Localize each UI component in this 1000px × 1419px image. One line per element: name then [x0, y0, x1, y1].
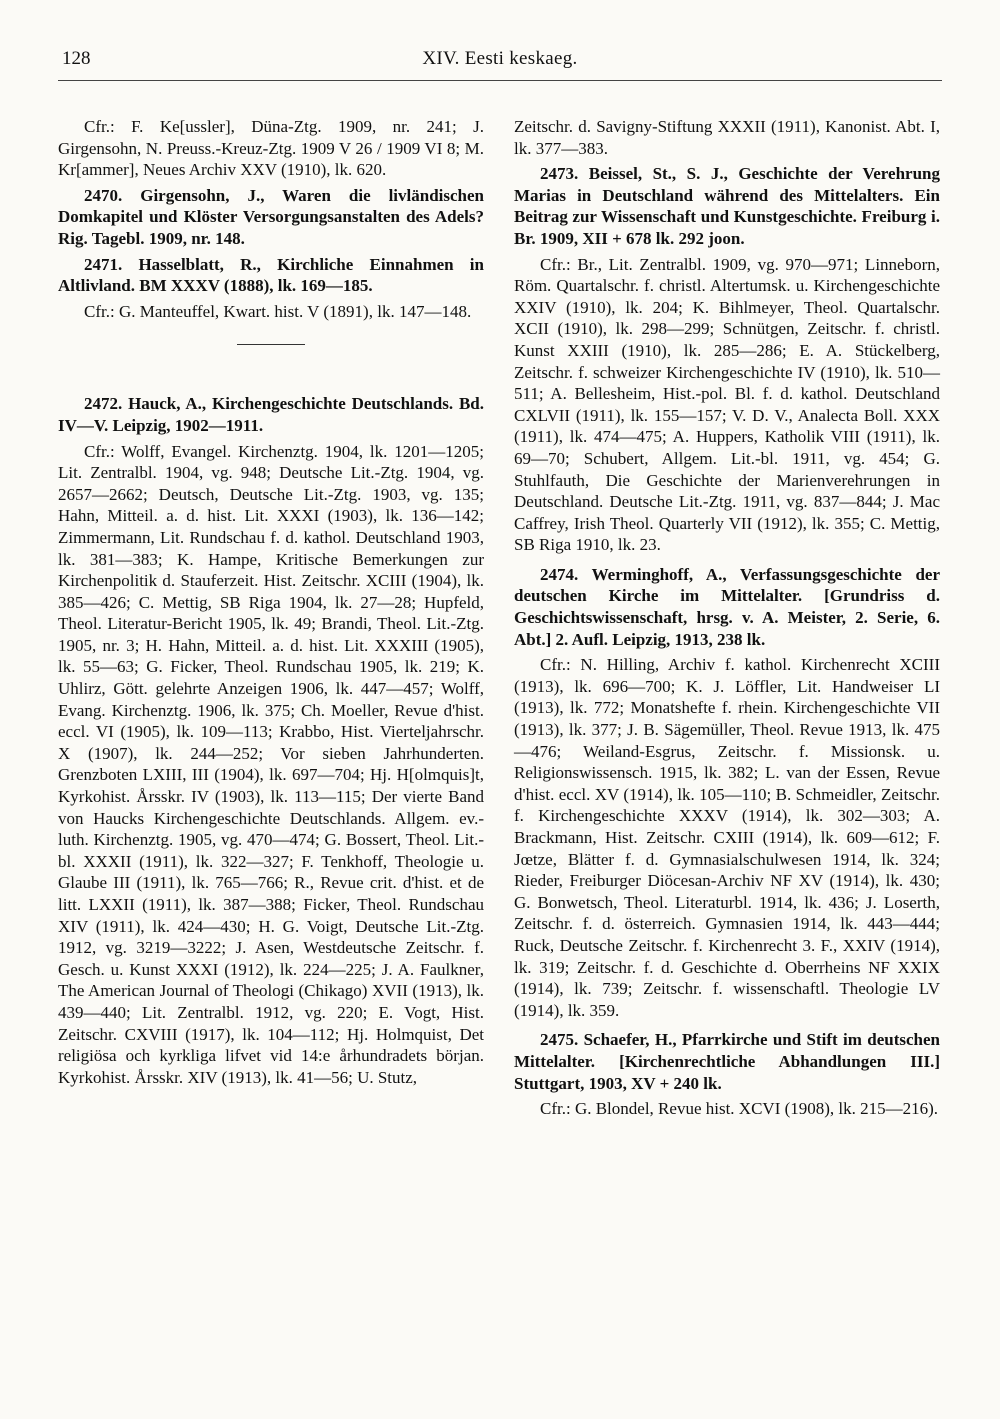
page-number: 128 — [62, 48, 91, 69]
bibliography-entry-2470: 2470. Girgensohn, J., Waren die livländischen Domkapitel und Klöster Versorgungsanstalten des Adels? Rig. Tagebl. 1909, nr. 148. — [58, 185, 484, 248]
bibliography-entry-2475: 2475. Schaefer, H., Pfarrkirche und Stift im deutschen Mittelalter. [Kirchenrechtliche Abhandlungen III.] Stuttgart, 1903, XV + 240 lk. — [514, 1030, 940, 1093]
citation-paragraph: Cfr.: G. Manteuffel, Kwart. hist. V (1891), lk. 147—148. — [84, 301, 472, 321]
left-column — [58, 116, 484, 1096]
right-column — [514, 116, 940, 1128]
section-separator — [237, 344, 305, 345]
running-title: XIV. Eesti keskaeg. — [422, 48, 578, 69]
bibliography-entry-2473: 2473. Beissel, St., S. J., Geschichte der Verehrung Marias in Deutschland während des Mittelalters. Ein Beitrag zur Wissenschaft und Kunstgeschichte. Freiburg i. Br. 1909, XII + 678 lk. 292 joon. — [514, 164, 940, 248]
page-header — [58, 38, 942, 78]
bibliography-entry-2472: 2472. Hauck, A., Kirchengeschichte Deutschlands. Bd. IV—V. Leipzig, 1902—1911. — [58, 394, 484, 435]
citation-paragraph: Cfr.: Br., Lit. Zentralbl. 1909, vg. 970—971; Linneborn, Röm. Quartalschr. f. christl. Altertumsk. u. Kirchengeschichte XXIV (1910), lk. 204; K. Bihlmeyer, Theol. Quartalschr. XCII (1910), lk. 298—299; Schnütgen, Zeitschr. f. christl. Kunst XXIII (1910), lk. 285—286; E. A. Stückelberg, Zeitschr. f. schweizer Kirchengeschichte IV (1910), lk. 510—511; A. Bellesheim, Hist.-pol. Bl. f. d. kathol. Deutschland CXLVII (1911), lk. 155—157; V. D. V., Analecta Boll. XXX (1911), lk. 474—475; A. Huppers, Katholik VIII (1911), lk. 69—70; Schubert, Allgem. Lit.-bl. 1911, vg. 454; G. Stuhlfauth, Die Geschichte der Marienverehrungen in Deutschland. Deutsche Lit.-Ztg. 1911, vg. 837—844; J. Mac Caffrey, Irish Theol. Quarterly VII (1912), lk. 355; C. Mettig, SB Riga 1910, lk. 23. — [514, 254, 940, 555]
citation-paragraph: Cfr.: G. Blondel, Revue hist. XCVI (1908), lk. 215—216). — [540, 1099, 939, 1119]
citation-paragraph: Cfr.: Wolff, Evangel. Kirchenztg. 1904, lk. 1201—1205; Lit. Zentralbl. 1904, vg. 948; Deutsche Lit.-Ztg. 1904, vg. 2657—2662; Deutsch, Deutsche Lit.-Ztg. 1903, vg. 135; Hahn, Mitteil. a. d. hist. Lit. XXXI (1903), lk. 136—142; Zimmermann, Lit. Rundschau f. d. kathol. Deutschland 1903, lk. 381—383; K. Hampe, Kritische Bemerkungen zur Kirchenpolitik d. Stauferzeit. Hist. Zeitschr. XCIII (1904), lk. 385—426; C. Mettig, SB Riga 1904, lk. 27—28; Hupfeld, Theol. Literatur-Bericht 1905, lk. 49; Brandi, Theol. Lit.-Ztg. 1905, nr. 3; H. Hahn, Mitteil. a. d. hist. Lit. XXXIII (1905), lk. 55—63; G. Ficker, Theol. Rundschau 1905, lk. 219; K. Uhlirz, Gött. gelehrte Anzeigen 1906, lk. 447—457; Wolff, Evang. Kirchenztg. 1906, lk. 375; Ch. Moeller, Revue d'hist. eccl. VI (1905), lk. 109—113; Krabbo, Hist. Vierteljahrschr. X (1907), lk. 244—252; Vor sieben Jahrhunderten. Grenzboten LXIII, III (1904), lk. 697—704; Hj. H[olmquis]t, Kyrkohist. Årsskr. IV (1903), lk. 113—115; Der vierte Band von Haucks Kirchengeschichte Deutschlands. Allgem. ev.-luth. Kirchenztg. 1905, vg. 470—474; G. Bossert, Theol. Lit.-bl. XXXII (1911), lk. 322—327; F. Tenkhoff, Theologie u. Glaube III (1911), lk. 765—766; R., Revue crit. d'hist. et de litt. LXXII (1911), lk. 387—388; Ficker, Theol. Rundschau XIV (1911), lk. 424—430; H. G. Voigt, Deutsche Lit.-Ztg. 1912, vg. 3219—3222; J. Asen, Westdeutsche Zeitschr. f. Gesch. u. Kunst XXXI (1912), lk. 224—225; J. A. Faulkner, The American Journal of Theologi (Chikago) XVII (1913), lk. 439—440; Lit. Zentralbl. 1912, vg. 220; E. Vogt, Hist. Zeitschr. CXVIII (1917), lk. 104—112; Hj. Holmquist, Det religiösa och kyrkliga lifvet vid 14:e århundradets början. Kyrkohist. Årsskr. XIV (1913), lk. 41—56; U. Stutz, — [58, 441, 484, 1087]
citation-paragraph: Cfr.: F. Ke[ussler], Düna-Ztg. 1909, nr. 241; J. Girgensohn, N. Preuss.-Kreuz-Ztg. 1909 V 26 / 1909 VI 8; M. Kr[ammer], Neues Archiv XXV (1910), lk. 620. — [58, 117, 484, 180]
continued-citation: Zeitschr. d. Savigny-Stiftung XXXII (1911), Kanonist. Abt. I, lk. 377—383. — [514, 117, 940, 158]
citation-paragraph: Cfr.: N. Hilling, Archiv f. kathol. Kirchenrecht XCIII (1913), lk. 696—700; K. J. Löffler, Lit. Handweiser LI (1913), lk. 772; Monatshefte f. rhein. Kirchengeschichte VII (1913), lk. 377; J. B. Sägemüller, Theol. Revue 1913, lk. 475—476; Weiland-Esgrus, Zeitschr. f. Missionsk. u. Religionswissensch. 1915, lk. 382; L. van der Essen, Revue d'hist. eccl. XV (1914), lk. 105—110; B. Schmeidler, Zeitschr. f. Kirchengeschichte XXXV (1914), lk. 302—303; A. Brackmann, Hist. Zeitschr. CXIII (1914), lk. 609—612; F. Jœtze, Blätter f. d. Gymnasialschulwesen 1914, lk. 324; Rieder, Freiburger Diöcesan-Archiv NF XV (1914), lk. 430; G. Bonwetsch, Theol. Literaturbl. 1914, lk. 436; J. Loserth, Zeitschr. f. d. österreich. Gymnasien 1914, lk. 443—444; Ruck, Deutsche Zeitschr. f. Kirchenrecht 3. F., XXIV (1914), lk. 319; Zeitschr. f. d. Geschichte d. Oberrheins NF XXIX (1914), lk. 739; Zeitschr. f. wissenschaftl. Theologie LV (1914), lk. 359. — [514, 655, 940, 1020]
bibliography-entry-2471: 2471. Hasselblatt, R., Kirchliche Einnahmen in Altlivland. BM XXXV (1888), lk. 169—185. — [58, 254, 484, 296]
header-rule — [58, 80, 942, 81]
bibliography-entry-2474: 2474. Werminghoff, A., Verfassungsgeschichte der deutschen Kirche im Mittelalter. [Grundriss d. Geschichtswissenschaft, hrsg. v. A. Meister, 2. Serie, 6. Abt.] 2. Aufl. Leipzig, 1913, 238 lk. — [514, 564, 940, 649]
